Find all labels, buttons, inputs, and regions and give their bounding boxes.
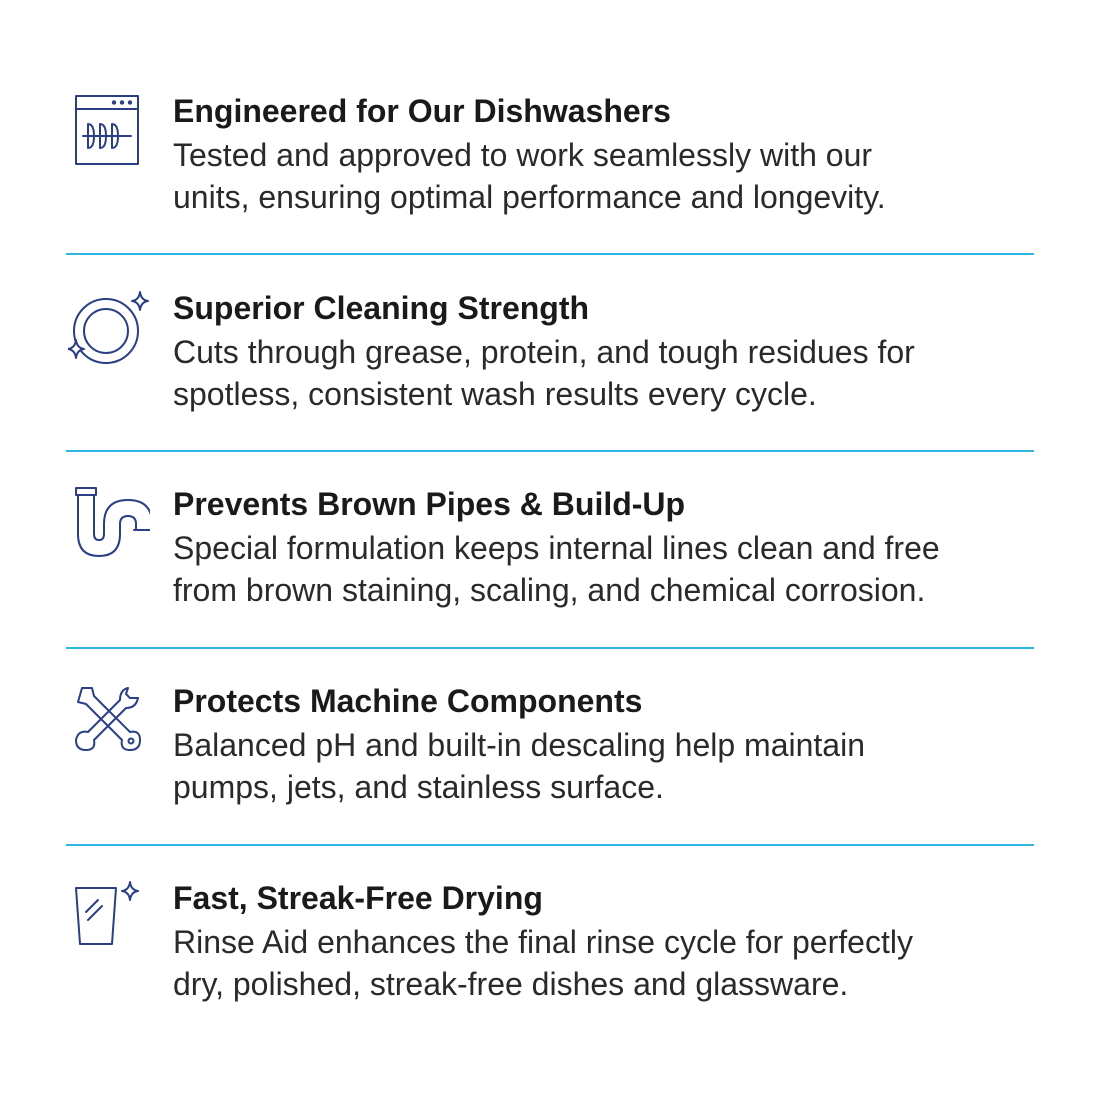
dishwasher-icon [68, 92, 150, 174]
feature-description-line: units, ensuring optimal performance and longevity. [173, 179, 886, 215]
feature-description-line: Cuts through grease, protein, and tough residues for [173, 334, 915, 370]
feature-description-line: from brown staining, scaling, and chemical corrosion. [173, 572, 926, 608]
wrench-screwdriver-icon [68, 684, 150, 766]
feature-description-line: Tested and approved to work seamlessly with our [173, 137, 873, 173]
feature-description [173, 527, 1053, 611]
feature-description [173, 921, 1053, 1005]
feature-title: Fast, Streak-Free Drying [173, 880, 543, 916]
sparkling-plate-icon [68, 288, 150, 370]
sparkling-glass-icon [68, 878, 150, 960]
feature-title: Superior Cleaning Strength [173, 290, 590, 326]
feature-title: Prevents Brown Pipes & Build-Up [173, 486, 686, 522]
feature-description-line: Rinse Aid enhances the final rinse cycle for perfectly [173, 924, 913, 960]
pipe-icon [68, 484, 150, 566]
divider [66, 253, 1034, 255]
feature-description [173, 724, 1053, 808]
feature-description [173, 134, 1053, 218]
feature-description-line: Special formulation keeps internal lines clean and free [173, 530, 940, 566]
feature-title: Protects Machine Components [173, 683, 643, 719]
feature-description-line: spotless, consistent wash results every cycle. [173, 376, 817, 412]
feature-description-line: Balanced pH and built-in descaling help maintain [173, 727, 865, 763]
feature-description-line: pumps, jets, and stainless surface. [173, 769, 664, 805]
divider [66, 844, 1034, 846]
feature-description [173, 331, 1053, 415]
feature-title: Engineered for Our Dishwashers [173, 93, 671, 129]
divider [66, 647, 1034, 649]
divider [66, 450, 1034, 452]
feature-description-line: dry, polished, streak-free dishes and glassware. [173, 966, 849, 1002]
